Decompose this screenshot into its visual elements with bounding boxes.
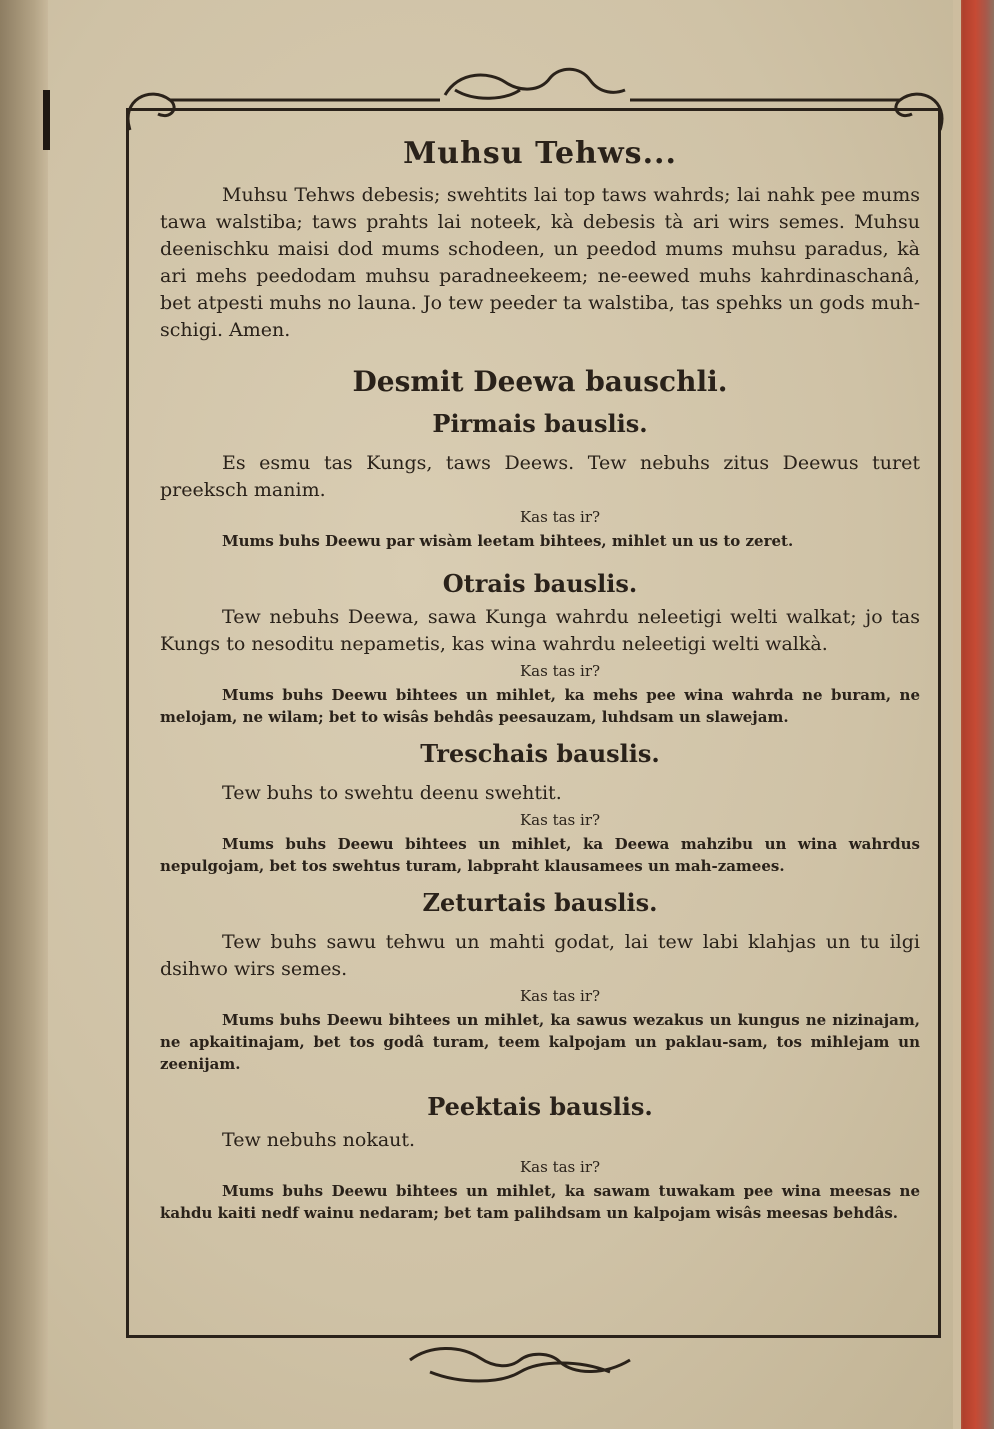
commandment-title: Pirmais bauslis.: [432, 409, 648, 438]
commandment-answer: Mums buhs Deewu bihtees un mihlet, ka mehs pee wina wahrda ne buram, ne melojam, ne wilam; bet to wisâs behdâs peesauzam, luhdsam un slawejam.: [160, 686, 920, 726]
prayer-text: Muhsu Tehws debesis; swehtits lai top taws wahrds; lai nahk pee mums tawa walstiba; taws prahts lai noteek, kà debesis tà ari wirs semes. Muhsu deenischku maisi dod mums schodeen, un peedod mums muhsu paradus, kà ari mehs peedodam muhsu paradneekeem; ne-eewed muhs kahrdinaschanâ, bet atpesti muhs no launa. Jo tew peeder ta walstiba, tas spehks un gods muh-schigi. Amen.: [160, 184, 920, 341]
question-label: Kas tas ir?: [519, 1158, 601, 1176]
question-label: Kas tas ir?: [519, 662, 601, 680]
commandment-answer: Mums buhs Deewu bihtees un mihlet, ka Deewa mahzibu un wina wahrdus nepulgojam, bet tos swehtus turam, labpraht klausamees un mah-zamees.: [160, 835, 920, 875]
commandment-text: Es esmu tas Kungs, taws Deews. Tew nebuhs zitus Deewus turet preeksch manim.: [160, 452, 920, 501]
commandment-answer: Mums buhs Deewu bihtees un mihlet, ka sawus wezakus un kungus ne nizinajam, ne apkaitinajam, bet tos godâ turam, teem kalpojam un paklau-sam, tos mihlejam un zeenijam.: [160, 1011, 920, 1073]
question-label: Kas tas ir?: [519, 811, 601, 829]
commandment-answer: Mums buhs Deewu bihtees un mihlet, ka sawam tuwakam pee wina meesas ne kahdu kaiti nedf wainu nedaram; bet tam palihdsam un kalpojam wisâs meesas behdâs.: [160, 1182, 920, 1222]
commandment-text: Tew nebuhs Deewa, sawa Kunga wahrdu neleetigi welti walkat; jo tas Kungs to nesoditu nepametis, kas wina wahrdu neleetigi welti walkà.: [160, 606, 920, 655]
commandment-title: Otrais bauslis.: [442, 569, 638, 598]
commandment-title: Treschais bauslis.: [420, 739, 660, 768]
commandment-title: Peektais bauslis.: [427, 1092, 653, 1121]
commandment-3: [160, 734, 920, 877]
commandment-1: [160, 404, 920, 552]
commandment-text: Tew buhs to swehtu deenu swehtit.: [222, 782, 562, 804]
commandment-5: [160, 1087, 920, 1224]
commandment-text: Tew nebuhs nokaut.: [222, 1129, 416, 1151]
commandment-text: Tew buhs sawu tehwu un mahti godat, lai tew labi klahjas un tu ilgi dsihwo wirs semes.: [160, 931, 920, 980]
question-label: Kas tas ir?: [519, 508, 601, 526]
page-edge: [953, 0, 994, 1429]
commandment-4: [160, 883, 920, 1075]
question-label: Kas tas ir?: [519, 987, 601, 1005]
page-marker: [43, 90, 50, 150]
content-column: [160, 132, 920, 1224]
bottom-flourish-ornament: [400, 1340, 640, 1390]
commandment-answer: Mums buhs Deewu par wisàm leetam bihtees, mihlet un us to zeret.: [222, 532, 794, 550]
commandments-heading: Desmit Deewa bauschli.: [352, 365, 728, 398]
book-spine: [0, 0, 48, 1429]
top-flourish-ornament: [110, 60, 960, 140]
commandment-2: [160, 564, 920, 728]
prayer-title: Muhsu Tehws...: [403, 136, 677, 171]
commandment-title: Zeturtais bauslis.: [422, 888, 658, 917]
